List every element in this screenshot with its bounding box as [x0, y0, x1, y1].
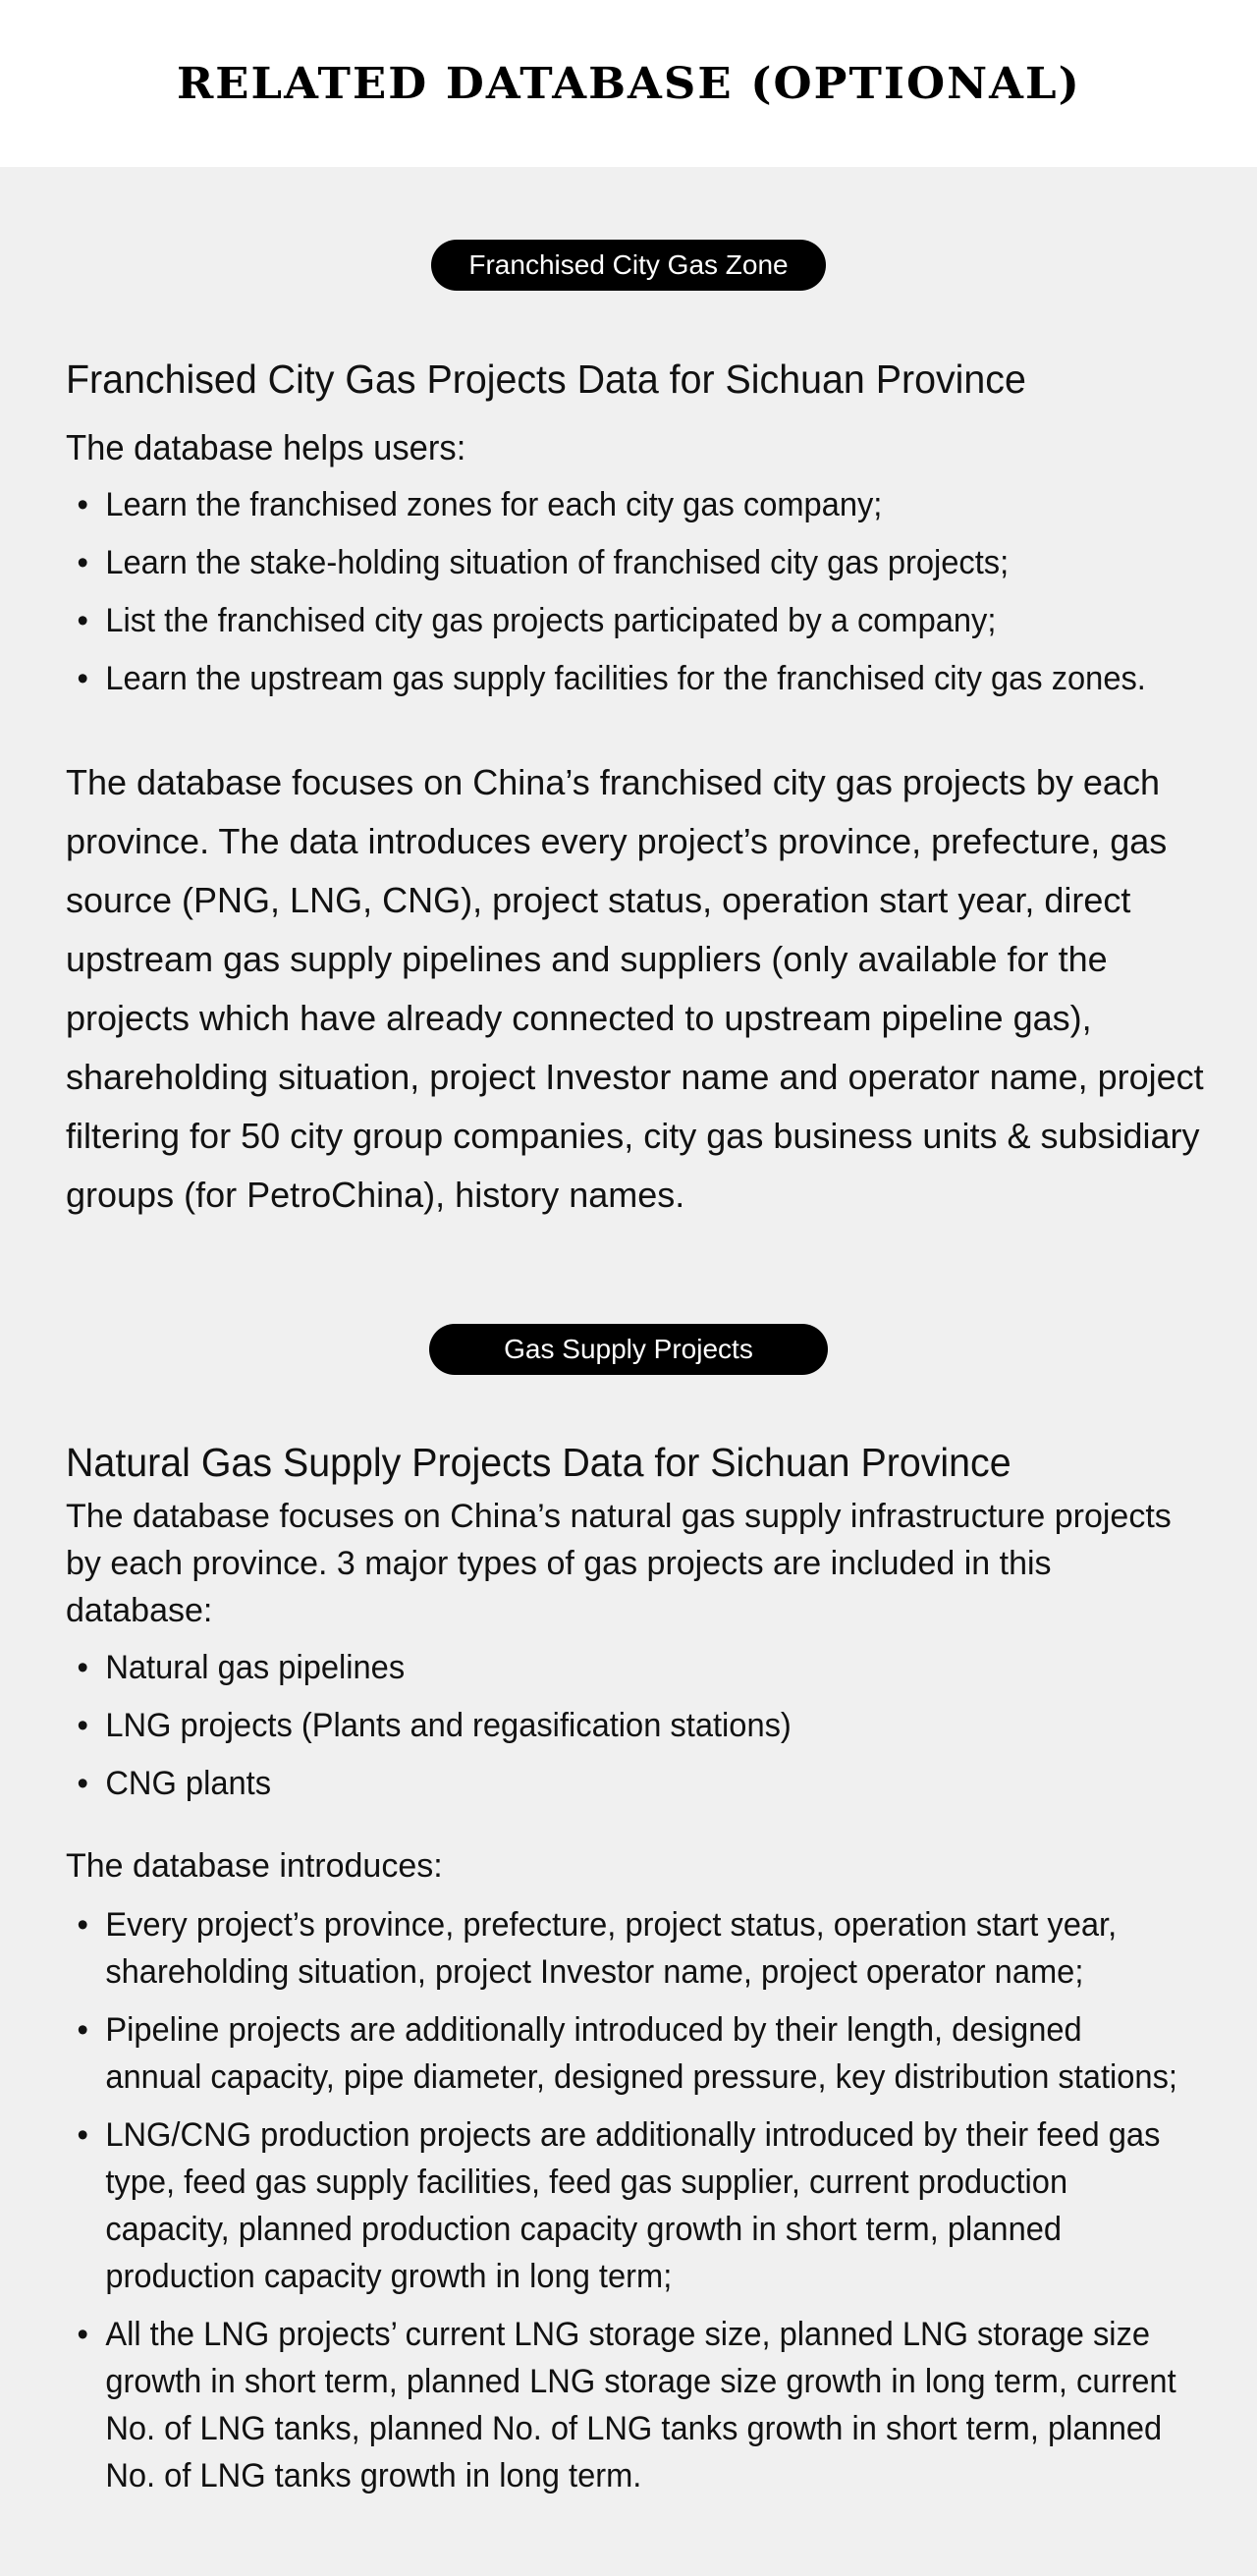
bullet-icon: •: [77, 659, 88, 697]
franchised-zone-badge: Franchised City Gas Zone: [431, 240, 826, 291]
page-header: [0, 0, 1257, 167]
list-item: • Natural gas pipelines: [66, 1644, 1178, 1691]
bullet-icon: •: [77, 2011, 88, 2050]
franchised-zone-lead: The database helps users:: [66, 427, 466, 468]
bullet-icon: •: [77, 2116, 88, 2155]
list-item: • All the LNG projects’ current LNG storage size, planned LNG storage size growth in short term, planned LNG storage size growth in long term, current No. of LNG tanks, planned No. of LNG tanks growth in short term, planned No. of LNG tanks growth in long term.: [66, 2311, 1178, 2499]
franchised-zone-list: [66, 481, 1225, 702]
gas-supply-section: [66, 1439, 1225, 2510]
list-item: • Learn the upstream gas supply facilities for the franchised city gas zones.: [66, 655, 1178, 702]
list-item: • List the franchised city gas projects participated by a company;: [66, 597, 1178, 644]
gas-supply-types-list: [66, 1644, 1225, 1807]
bullet-icon: •: [77, 485, 88, 523]
bullet-icon: •: [77, 1649, 88, 1687]
gas-supply-lead: The database focuses on China’s natural gas supply infrastructure projects by each province. 3 major types of gas projects are included in this database:: [66, 1498, 1172, 1630]
list-item: • Learn the franchised zones for each city gas company;: [66, 481, 1178, 528]
list-item: • Pipeline projects are additionally introduced by their length, designed annual capacity, pipe diameter, designed pressure, key distribution stations;: [66, 2006, 1178, 2101]
list-item: • CNG plants: [66, 1760, 1178, 1807]
bullet-icon: •: [77, 1906, 88, 1945]
franchised-zone-title: Franchised City Gas Projects Data for Sichuan Province: [66, 356, 1026, 402]
franchised-zone-section: [66, 356, 1225, 1225]
bullet-icon: •: [77, 1765, 88, 1803]
gas-supply-badge: Gas Supply Projects: [429, 1324, 828, 1375]
bullet-icon: •: [77, 2316, 88, 2354]
franchised-zone-description: The database focuses on China’s franchised city gas projects by each province. The data introduces every project’s province, prefecture, gas source (PNG, LNG, CNG), project status, operation start year, direct upstream gas supply pipelines and suppliers (only available for the projects which have already connected to upstream pipeline gas), shareholding situation, project Investor name and operator name, project filtering for 50 city group companies, city gas business units & subsidiary groups (for PetroChina), history names.: [66, 761, 1204, 1215]
bullet-icon: •: [77, 601, 88, 639]
list-item: • LNG/CNG production projects are additionally introduced by their feed gas type, feed gas supply facilities, feed gas supplier, current production capacity, planned production capacity growth in short term, planned production capacity growth in long term;: [66, 2111, 1178, 2300]
list-item: • Learn the stake-holding situation of franchised city gas projects;: [66, 539, 1178, 586]
bullet-icon: •: [77, 543, 88, 581]
gas-supply-title: Natural Gas Supply Projects Data for Sichuan Province: [66, 1440, 1011, 1485]
gas-supply-intro: The database introduces:: [66, 1847, 443, 1886]
bullet-icon: •: [77, 1707, 88, 1745]
list-item: • LNG projects (Plants and regasification stations): [66, 1702, 1178, 1749]
page-title: RELATED DATABASE (OPTIONAL): [176, 58, 1081, 109]
gas-supply-details-list: [66, 1901, 1225, 2499]
list-item: • Every project’s province, prefecture, project status, operation start year, shareholding situation, project Investor name, project operator name;: [66, 1901, 1178, 1996]
